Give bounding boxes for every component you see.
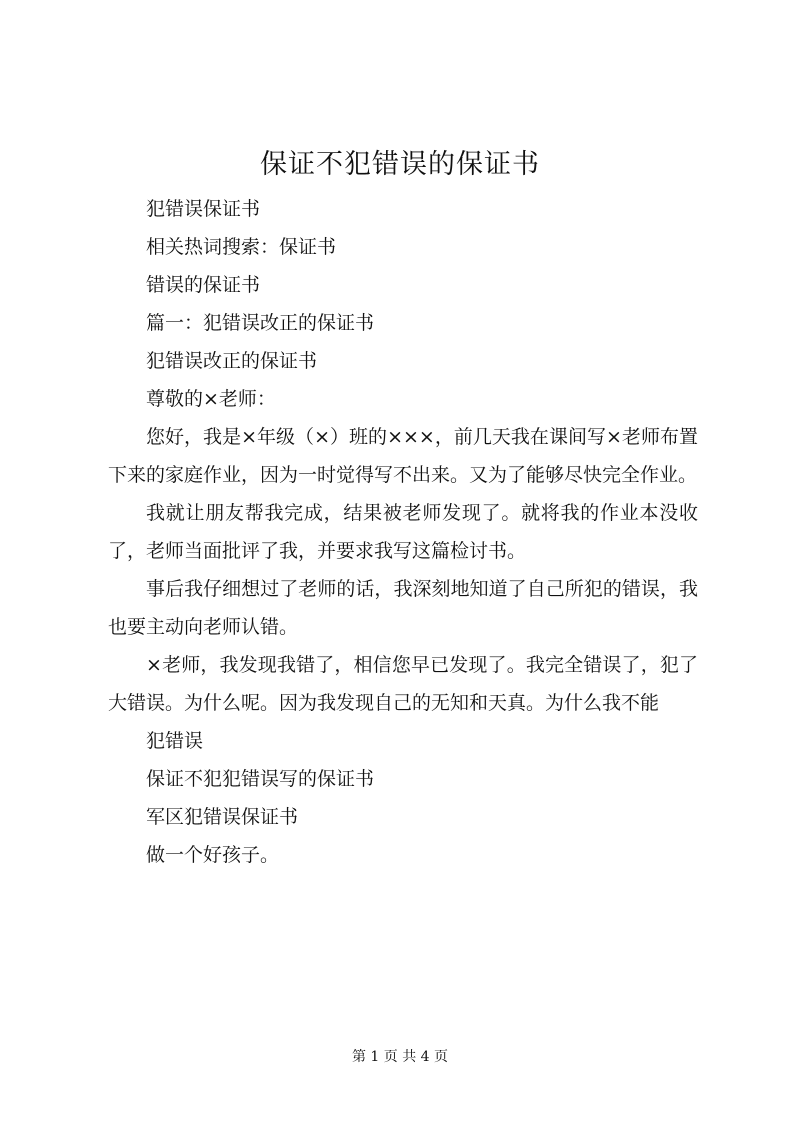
paragraph: 军区犯错误保证书 [146, 806, 299, 828]
paragraph: 犯错误保证书 [146, 198, 261, 220]
paragraph: 我就让朋友帮我完成，结果被老师发现了。就将我的作业本没收了，老师当面批评了我，并要求我写这篇检讨书。 [108, 502, 698, 562]
document-body [108, 190, 698, 874]
paragraph: 尊敬的×老师： [146, 388, 276, 410]
paragraph: 您好，我是×年级（×）班的×××，前几天我在课间写×老师布置下来的家庭作业，因为一时觉得写不出来。又为了能够尽快完全作业。 [108, 426, 698, 486]
paragraph: ×老师，我发现我错了，相信您早已发现了。我完全错误了，犯了大错误。为什么呢。因为我发现自己的无知和天真。为什么我不能 [108, 654, 698, 714]
paragraph: 相关热词搜索：保证书 [146, 236, 337, 258]
paragraph: 犯错误 [146, 730, 204, 752]
paragraph: 篇一：犯错误改正的保证书 [146, 312, 375, 334]
paragraph: 事后我仔细想过了老师的话，我深刻地知道了自己所犯的错误，我也要主动向老师认错。 [108, 578, 698, 638]
paragraph: 犯错误改正的保证书 [146, 350, 318, 372]
paragraph: 错误的保证书 [146, 274, 261, 296]
page-footer: 第 1 页 共 4 页 [351, 1049, 449, 1065]
paragraph: 保证不犯犯错误写的保证书 [146, 768, 375, 790]
document-title: 保证不犯错误的保证书 [260, 149, 540, 180]
paragraph: 做一个好孩子。 [146, 844, 280, 866]
